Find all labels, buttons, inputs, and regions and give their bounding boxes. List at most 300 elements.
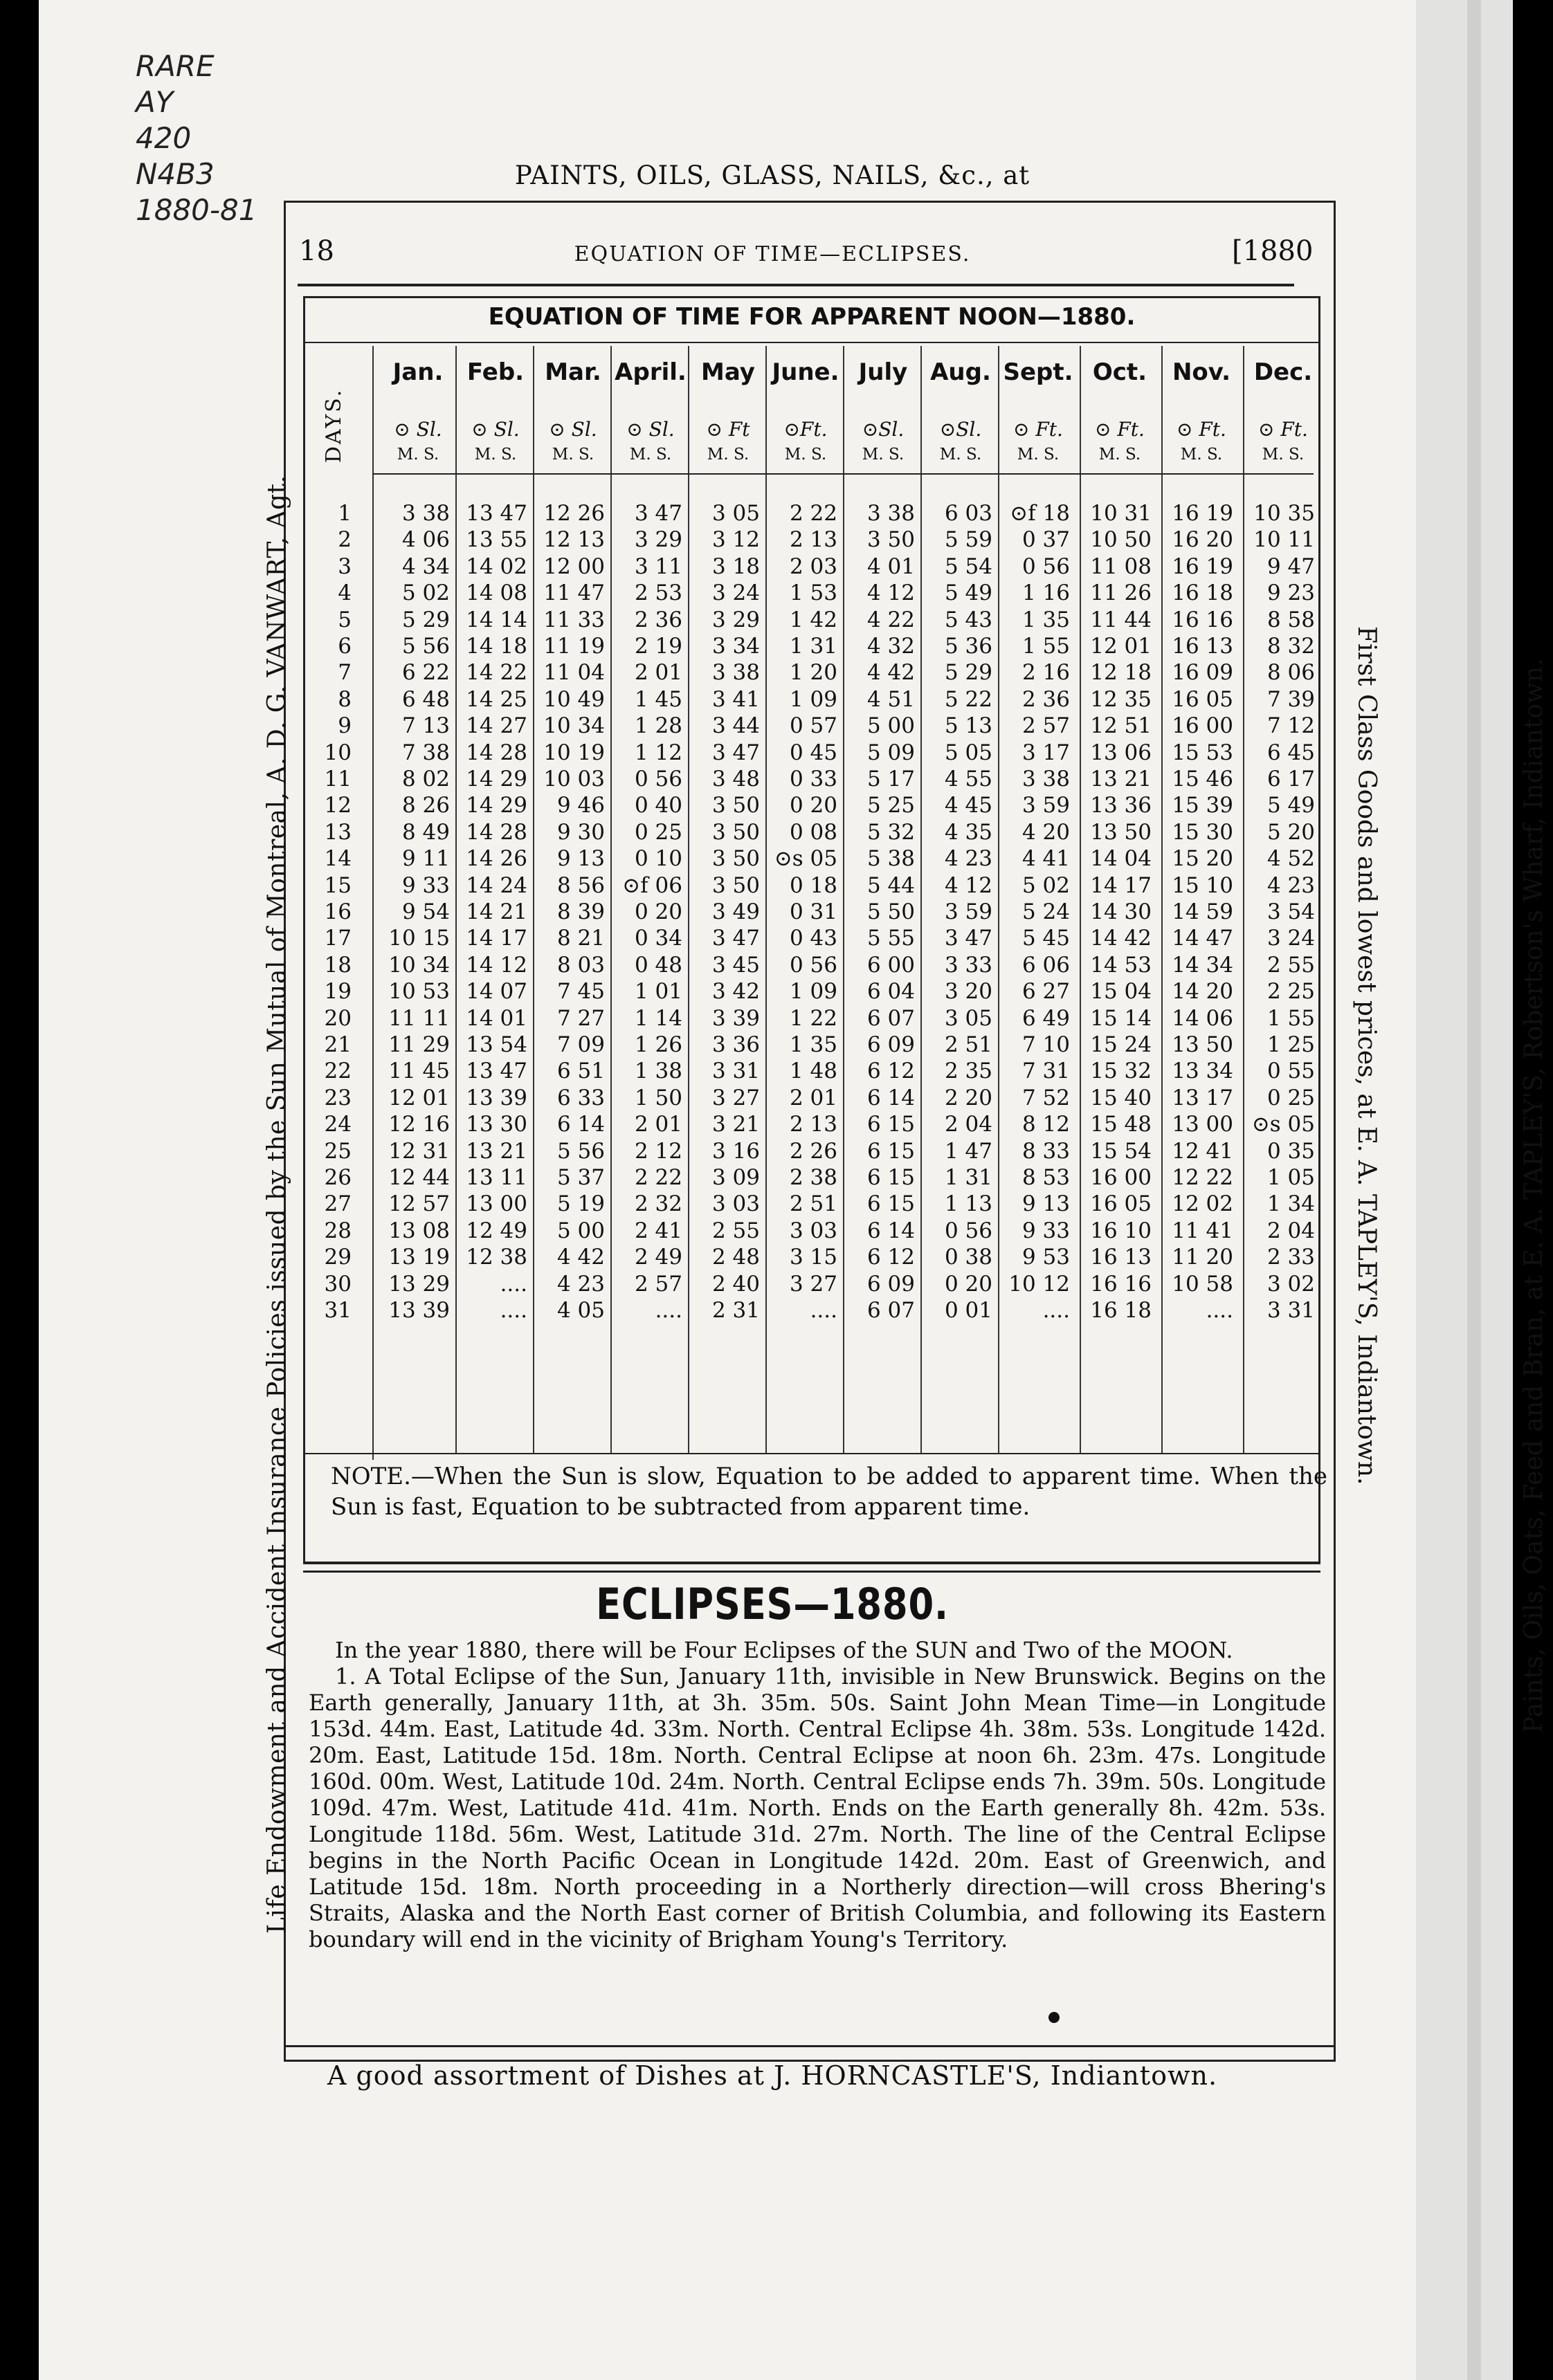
row-day: 19 bbox=[324, 979, 352, 1005]
table-cell: 1 31 bbox=[789, 634, 837, 659]
table-cell: 3 29 bbox=[711, 607, 760, 632]
table-cell: 5 25 bbox=[866, 793, 915, 818]
table-cell: ⊙s 05 bbox=[1251, 1112, 1315, 1137]
table-cell: 2 04 bbox=[944, 1112, 992, 1137]
table-cell: 6 48 bbox=[401, 686, 450, 712]
table-cell: 3 44 bbox=[711, 713, 760, 739]
table-cell: 12 02 bbox=[1172, 1191, 1233, 1217]
table-cell: 15 54 bbox=[1090, 1138, 1152, 1164]
table-cell: 3 47 bbox=[634, 501, 682, 526]
table-cell: 2 03 bbox=[789, 553, 837, 579]
table-cell: 3 03 bbox=[711, 1191, 760, 1217]
table-cell: 10 50 bbox=[1090, 527, 1152, 553]
table-cell: 16 05 bbox=[1090, 1191, 1152, 1217]
table-cell: 8 02 bbox=[401, 767, 450, 791]
sun-flag: ⊙ Sl. bbox=[394, 418, 442, 441]
table-cell: 3 38 bbox=[866, 501, 915, 526]
table-cell: 11 33 bbox=[543, 607, 605, 632]
table-cell: 13 00 bbox=[466, 1191, 527, 1217]
table-cell: 8 58 bbox=[1266, 607, 1315, 632]
table-cell: 10 12 bbox=[1008, 1271, 1070, 1297]
table-cell: 6 14 bbox=[556, 1112, 605, 1137]
table-cell: 10 11 bbox=[1253, 527, 1315, 553]
table-cell: 13 11 bbox=[466, 1165, 527, 1190]
facing-page-edge bbox=[1416, 0, 1513, 2380]
table-cell: 2 35 bbox=[944, 1059, 992, 1084]
table-cell: 3 31 bbox=[1266, 1298, 1315, 1323]
table-cell: 0 10 bbox=[634, 846, 682, 872]
table-cell: 6 09 bbox=[866, 1032, 915, 1057]
table-cell: 4 51 bbox=[866, 686, 915, 712]
table-cell: 4 01 bbox=[866, 553, 915, 579]
table-cell: 16 19 bbox=[1172, 501, 1233, 526]
table-cell: 11 04 bbox=[543, 660, 605, 686]
unit-label: M. S. bbox=[474, 446, 517, 464]
row-day: 6 bbox=[338, 634, 352, 659]
month-header: May bbox=[701, 358, 755, 386]
table-cell: 15 30 bbox=[1172, 819, 1233, 845]
month-header: Aug. bbox=[930, 358, 991, 386]
table-cell: 7 45 bbox=[556, 979, 605, 1005]
table-cell: 6 14 bbox=[866, 1085, 915, 1110]
sun-flag: ⊙Ft. bbox=[783, 418, 828, 441]
table-cell: 16 09 bbox=[1172, 660, 1233, 686]
table-cell: 3 38 bbox=[1021, 767, 1070, 791]
month-header: Dec. bbox=[1253, 358, 1313, 386]
row-day: 3 bbox=[338, 553, 352, 579]
table-cell: 6 27 bbox=[1021, 979, 1070, 1005]
table-cell: 3 45 bbox=[711, 952, 760, 978]
table-cell: 10 15 bbox=[388, 926, 450, 951]
table-cell: 12 01 bbox=[1090, 634, 1152, 659]
table-cell: 3 27 bbox=[711, 1085, 760, 1110]
table-cell: 13 47 bbox=[466, 1059, 527, 1084]
table-cell: 10 34 bbox=[543, 713, 605, 739]
table-cell: 2 22 bbox=[789, 501, 837, 526]
table-cell: 16 19 bbox=[1172, 553, 1233, 579]
row-day: 31 bbox=[324, 1298, 352, 1323]
row-day: 27 bbox=[324, 1191, 352, 1217]
table-cell: ⊙f 06 bbox=[622, 872, 682, 898]
table-cell: 13 54 bbox=[466, 1032, 527, 1057]
table-cell: 11 44 bbox=[1090, 607, 1152, 632]
table-cell: 3 18 bbox=[711, 553, 760, 579]
table-cell: 15 46 bbox=[1172, 767, 1233, 791]
table-cell: 6 15 bbox=[866, 1112, 915, 1137]
table-cell: 14 28 bbox=[466, 740, 527, 765]
table-cell: 14 30 bbox=[1090, 899, 1152, 924]
page-number: 18 bbox=[299, 235, 334, 267]
table-cell: 14 47 bbox=[1172, 926, 1233, 951]
table-cell: 13 21 bbox=[466, 1138, 527, 1164]
table-cell: 5 49 bbox=[944, 580, 992, 606]
table-cell: 16 18 bbox=[1172, 580, 1233, 606]
table-cell: 3 15 bbox=[789, 1245, 837, 1270]
row-day: 16 bbox=[324, 899, 352, 924]
table-cell: 6 45 bbox=[1266, 740, 1315, 765]
days-column-label: DAYS. bbox=[322, 387, 346, 464]
right-margin-advertisement-outer: Paints, Oils, Oats, Feed and Bran, at E. A. TAPLEY'S, Robertson's Wharf, Indiantown. bbox=[1520, 658, 1548, 1733]
row-day: 7 bbox=[338, 660, 352, 686]
sun-flag: ⊙ Ft. bbox=[1258, 418, 1308, 441]
table-cell: 0 56 bbox=[789, 952, 837, 978]
row-day: 30 bbox=[324, 1271, 352, 1297]
table-cell: 4 35 bbox=[944, 819, 992, 845]
table-cell: 14 42 bbox=[1090, 926, 1152, 951]
table-cell: 2 04 bbox=[1266, 1218, 1315, 1243]
table-cell: 2 13 bbox=[789, 527, 837, 553]
month-header: Nov. bbox=[1172, 358, 1231, 386]
table-cell: 5 59 bbox=[944, 527, 992, 553]
table-cell: 11 29 bbox=[388, 1032, 450, 1057]
table-cell: 11 19 bbox=[543, 634, 605, 659]
table-cell: 3 24 bbox=[1266, 926, 1315, 951]
table-cell: 0 57 bbox=[789, 713, 837, 739]
table-cell: 3 33 bbox=[944, 952, 992, 978]
table-cell: 12 57 bbox=[388, 1191, 450, 1217]
table-cell: 14 21 bbox=[466, 899, 527, 924]
row-day: 17 bbox=[324, 926, 352, 951]
table-cell: 5 32 bbox=[866, 819, 915, 845]
table-cell: 2 31 bbox=[711, 1298, 760, 1323]
table-cell: 4 41 bbox=[1021, 846, 1070, 872]
table-cell: 2 12 bbox=[634, 1138, 682, 1164]
table-cell: 9 23 bbox=[1266, 580, 1315, 606]
table-cell: 2 32 bbox=[634, 1191, 682, 1217]
table-cell: 6 14 bbox=[866, 1218, 915, 1243]
table-cell: 9 13 bbox=[1021, 1191, 1070, 1217]
table-title: EQUATION OF TIME FOR APPARENT NOON—1880. bbox=[488, 303, 1136, 331]
table-cell: 13 21 bbox=[1090, 767, 1152, 791]
table-cell: 0 34 bbox=[634, 926, 682, 951]
table-cell: 9 33 bbox=[1021, 1218, 1070, 1243]
table-cell: 14 27 bbox=[466, 713, 527, 739]
table-cell: 12 00 bbox=[543, 553, 605, 579]
table-cell: 0 56 bbox=[634, 767, 682, 791]
top-advertisement: PAINTS, OILS, GLASS, NAILS, &c., at bbox=[514, 161, 1030, 190]
table-cell: 3 34 bbox=[711, 634, 760, 659]
table-cell: 14 28 bbox=[466, 819, 527, 845]
table-cell: 4 06 bbox=[401, 527, 450, 553]
table-cell: 2 16 bbox=[1021, 660, 1070, 686]
table-cell: 5 54 bbox=[944, 553, 992, 579]
table-cell: 7 38 bbox=[401, 740, 450, 765]
table-cell: 3 17 bbox=[1021, 740, 1070, 765]
table-cell: 15 39 bbox=[1172, 793, 1233, 818]
table-cell: 9 11 bbox=[401, 846, 450, 872]
table-cell: 14 04 bbox=[1090, 846, 1152, 872]
table-cell: 8 49 bbox=[401, 819, 450, 845]
table-cell: 7 31 bbox=[1021, 1059, 1070, 1084]
table-cell: 2 49 bbox=[634, 1245, 682, 1270]
table-cell: 6 07 bbox=[866, 1298, 915, 1323]
table-cell: 12 51 bbox=[1090, 713, 1152, 739]
table-cell: 14 17 bbox=[1090, 872, 1152, 898]
table-cell: 14 20 bbox=[1172, 979, 1233, 1005]
table-cell: 12 31 bbox=[388, 1138, 450, 1164]
table-cell: 5 22 bbox=[944, 686, 992, 712]
table-cell: 6 00 bbox=[866, 952, 915, 978]
row-day: 4 bbox=[338, 580, 352, 606]
table-cell: 1 50 bbox=[634, 1085, 682, 1110]
table-cell: 6 06 bbox=[1021, 952, 1070, 978]
table-cell: 4 45 bbox=[944, 793, 992, 818]
table-cell: 6 33 bbox=[556, 1085, 605, 1110]
table-cell: 7 10 bbox=[1021, 1032, 1070, 1057]
table-cell: 4 20 bbox=[1021, 819, 1070, 845]
month-header: Feb. bbox=[466, 358, 525, 386]
table-cell: 13 39 bbox=[388, 1298, 450, 1323]
table-cell: 13 50 bbox=[1090, 819, 1152, 845]
table-cell: 3 49 bbox=[711, 899, 760, 924]
table-cell: 5 13 bbox=[944, 713, 992, 739]
row-day: 14 bbox=[324, 846, 352, 872]
table-cell: 3 05 bbox=[944, 1005, 992, 1031]
table-cell: 13 06 bbox=[1090, 740, 1152, 765]
row-day: 1 bbox=[338, 501, 352, 526]
sun-flag: ⊙ Ft. bbox=[1177, 418, 1226, 441]
table-cell: 16 05 bbox=[1172, 686, 1233, 712]
table-cell: 5 02 bbox=[1021, 872, 1070, 898]
table-cell: 1 01 bbox=[634, 979, 682, 1005]
table-cell: 16 20 bbox=[1172, 527, 1233, 553]
table-cell: 5 05 bbox=[944, 740, 992, 765]
table-cell: 15 40 bbox=[1090, 1085, 1152, 1110]
table-cell: 0 20 bbox=[634, 899, 682, 924]
table-cell: 0 18 bbox=[789, 872, 837, 898]
table-cell: 5 38 bbox=[866, 846, 915, 872]
page-gutter bbox=[1467, 0, 1481, 2380]
table-cell: 6 15 bbox=[866, 1191, 915, 1217]
table-cell: 12 16 bbox=[388, 1112, 450, 1137]
table-cell: 5 20 bbox=[1266, 819, 1315, 845]
table-cell: 4 23 bbox=[556, 1271, 605, 1297]
table-cell: 0 25 bbox=[634, 819, 682, 845]
table-cell: 2 51 bbox=[944, 1032, 992, 1057]
table-cell: 8 12 bbox=[1021, 1112, 1070, 1137]
table-cell: 8 32 bbox=[1266, 634, 1315, 659]
table-cell: 5 55 bbox=[866, 926, 915, 951]
table-cell: 7 09 bbox=[556, 1032, 605, 1057]
table-cell: 12 49 bbox=[466, 1218, 527, 1243]
table-cell: 1 55 bbox=[1266, 1005, 1315, 1031]
table-cell: 6 17 bbox=[1266, 767, 1315, 791]
month-header: Sept. bbox=[1003, 358, 1073, 386]
header-underline bbox=[372, 473, 1314, 475]
row-day: 26 bbox=[324, 1165, 352, 1190]
table-cell: 5 36 bbox=[944, 634, 992, 659]
table-cell: 5 56 bbox=[401, 634, 450, 659]
table-title-rule bbox=[303, 342, 1320, 343]
table-cell: .... bbox=[1206, 1298, 1233, 1323]
call-number-line: 420 bbox=[136, 121, 192, 155]
table-cell: 11 47 bbox=[543, 580, 605, 606]
table-cell: 3 02 bbox=[1266, 1271, 1315, 1297]
table-cell: 2 33 bbox=[1266, 1245, 1315, 1270]
table-cell: 4 32 bbox=[866, 634, 915, 659]
table-cell: 16 00 bbox=[1172, 713, 1233, 739]
sun-flag: ⊙ Ft. bbox=[1013, 418, 1063, 441]
table-cell: 14 59 bbox=[1172, 899, 1233, 924]
table-cell: 2 26 bbox=[789, 1138, 837, 1164]
table-cell: 3 50 bbox=[711, 793, 760, 818]
table-cell: 0 40 bbox=[634, 793, 682, 818]
table-cell: 8 33 bbox=[1021, 1138, 1070, 1164]
table-cell: 2 38 bbox=[789, 1165, 837, 1190]
table-cell: 5 43 bbox=[944, 607, 992, 632]
section-rule bbox=[303, 1562, 1320, 1564]
table-cell: .... bbox=[500, 1271, 527, 1297]
table-cell: 16 16 bbox=[1090, 1271, 1152, 1297]
table-cell: 6 03 bbox=[944, 501, 992, 526]
sun-flag: ⊙ Ft. bbox=[1095, 418, 1145, 441]
table-cell: 9 30 bbox=[556, 819, 605, 845]
table-cell: 0 33 bbox=[789, 767, 837, 791]
table-cell: 15 24 bbox=[1090, 1032, 1152, 1057]
table-cell: 2 25 bbox=[1266, 979, 1315, 1005]
eclipses-intro: In the year 1880, there will be Four Eclipses of the SUN and Two of the MOON. bbox=[335, 1637, 1233, 1663]
table-cell: 3 47 bbox=[711, 740, 760, 765]
table-cell: 12 13 bbox=[543, 527, 605, 553]
table-cell: 14 26 bbox=[466, 846, 527, 872]
table-cell: 8 56 bbox=[556, 872, 605, 898]
table-cell: 16 16 bbox=[1172, 607, 1233, 632]
table-cell: 13 17 bbox=[1172, 1085, 1233, 1110]
table-cell: 13 47 bbox=[466, 501, 527, 526]
table-cell: 6 15 bbox=[866, 1138, 915, 1164]
row-day: 9 bbox=[338, 713, 352, 739]
table-cell: 9 47 bbox=[1266, 553, 1315, 579]
table-cell: 14 06 bbox=[1172, 1005, 1233, 1031]
column-divider bbox=[372, 346, 374, 1460]
table-cell: 6 15 bbox=[866, 1165, 915, 1190]
table-cell: 1 05 bbox=[1266, 1165, 1315, 1190]
table-cell: 16 18 bbox=[1090, 1298, 1152, 1323]
table-cell: 0 31 bbox=[789, 899, 837, 924]
table-cell: 3 50 bbox=[711, 846, 760, 872]
table-cell: 4 23 bbox=[1266, 872, 1315, 898]
table-cell: 3 50 bbox=[711, 872, 760, 898]
sun-flag: ⊙Sl. bbox=[862, 418, 905, 441]
table-cell: 6 22 bbox=[401, 660, 450, 686]
table-cell: 14 53 bbox=[1090, 952, 1152, 978]
table-cell: 0 25 bbox=[1266, 1085, 1315, 1110]
table-cell: 14 17 bbox=[466, 926, 527, 951]
table-cell: 5 29 bbox=[944, 660, 992, 686]
table-cell: 4 12 bbox=[944, 872, 992, 898]
running-title: EQUATION OF TIME—ECLIPSES. bbox=[574, 242, 971, 266]
table-cell: 15 48 bbox=[1090, 1112, 1152, 1137]
table-cell: 3 11 bbox=[634, 553, 682, 579]
table-cell: 2 01 bbox=[634, 660, 682, 686]
row-day: 23 bbox=[324, 1085, 352, 1110]
table-cell: 13 36 bbox=[1090, 793, 1152, 818]
table-cell: 2 51 bbox=[789, 1191, 837, 1217]
table-cell: 3 16 bbox=[711, 1138, 760, 1164]
table-cell: 4 12 bbox=[866, 580, 915, 606]
eclipses-title: ECLIPSES—1880. bbox=[596, 1579, 949, 1629]
table-cell: 13 39 bbox=[466, 1085, 527, 1110]
table-cell: ⊙f 18 bbox=[1010, 501, 1070, 526]
table-cell: 6 12 bbox=[866, 1059, 915, 1084]
table-cell: 8 21 bbox=[556, 926, 605, 951]
bottom-rule bbox=[284, 2045, 1336, 2047]
running-year: [1880 bbox=[1232, 235, 1314, 267]
table-cell: 3 41 bbox=[711, 686, 760, 712]
table-cell: 9 54 bbox=[401, 899, 450, 924]
sun-flag: ⊙ Sl. bbox=[471, 418, 520, 441]
table-cell: 3 50 bbox=[866, 527, 915, 553]
table-cell: 3 20 bbox=[944, 979, 992, 1005]
table-cell: 2 57 bbox=[634, 1271, 682, 1297]
table-cell: 3 38 bbox=[401, 501, 450, 526]
sun-flag: ⊙ Sl. bbox=[626, 418, 675, 441]
table-cell: 7 39 bbox=[1266, 686, 1315, 712]
table-cell: 3 24 bbox=[711, 580, 760, 606]
table-cell: 12 44 bbox=[388, 1165, 450, 1190]
table-cell: 3 50 bbox=[711, 819, 760, 845]
table-cell: 1 28 bbox=[634, 713, 682, 739]
table-cell: 7 13 bbox=[401, 713, 450, 739]
table-cell: 3 21 bbox=[711, 1112, 760, 1137]
table-cell: 11 26 bbox=[1090, 580, 1152, 606]
table-cell: 14 14 bbox=[466, 607, 527, 632]
table-cell: 0 08 bbox=[789, 819, 837, 845]
table-cell: 3 42 bbox=[711, 979, 760, 1005]
table-cell: 12 26 bbox=[543, 501, 605, 526]
table-cell: 8 39 bbox=[556, 899, 605, 924]
sun-flag: ⊙ Sl. bbox=[549, 418, 597, 441]
table-cell: 4 05 bbox=[556, 1298, 605, 1323]
table-cell: 5 17 bbox=[866, 767, 915, 791]
table-cell: 4 52 bbox=[1266, 846, 1315, 872]
row-day: 11 bbox=[324, 767, 352, 791]
table-cell: 14 01 bbox=[466, 1005, 527, 1031]
table-cell: 9 53 bbox=[1021, 1245, 1070, 1270]
table-cell: 2 13 bbox=[789, 1112, 837, 1137]
table-cell: 11 45 bbox=[388, 1059, 450, 1084]
table-cell: 1 20 bbox=[789, 660, 837, 686]
table-cell: 14 18 bbox=[466, 634, 527, 659]
table-cell: 12 22 bbox=[1172, 1165, 1233, 1190]
row-day: 12 bbox=[324, 793, 352, 818]
table-cell: 14 12 bbox=[466, 952, 527, 978]
table-cell: 0 56 bbox=[944, 1218, 992, 1243]
table-cell: 14 08 bbox=[466, 580, 527, 606]
table-cell: 6 09 bbox=[866, 1271, 915, 1297]
table-cell: 10 53 bbox=[388, 979, 450, 1005]
table-cell: 5 44 bbox=[866, 872, 915, 898]
table-cell: 12 41 bbox=[1172, 1138, 1233, 1164]
table-cell: 16 00 bbox=[1090, 1165, 1152, 1190]
unit-label: M. S. bbox=[707, 446, 750, 464]
table-cell: 2 55 bbox=[1266, 952, 1315, 978]
table-cell: 2 55 bbox=[711, 1218, 760, 1243]
call-number-line: AY bbox=[136, 85, 174, 119]
table-cell: 13 34 bbox=[1172, 1059, 1233, 1084]
row-day: 22 bbox=[324, 1059, 352, 1084]
table-cell: 2 36 bbox=[1021, 686, 1070, 712]
table-cell: 12 35 bbox=[1090, 686, 1152, 712]
unit-label: M. S. bbox=[1180, 446, 1223, 464]
unit-label: M. S. bbox=[862, 446, 905, 464]
table-cell: 14 34 bbox=[1172, 952, 1233, 978]
header-rule bbox=[298, 284, 1294, 286]
row-day: 25 bbox=[324, 1138, 352, 1164]
table-cell: 1 45 bbox=[634, 686, 682, 712]
row-day: 28 bbox=[324, 1218, 352, 1243]
table-cell: 9 13 bbox=[556, 846, 605, 872]
